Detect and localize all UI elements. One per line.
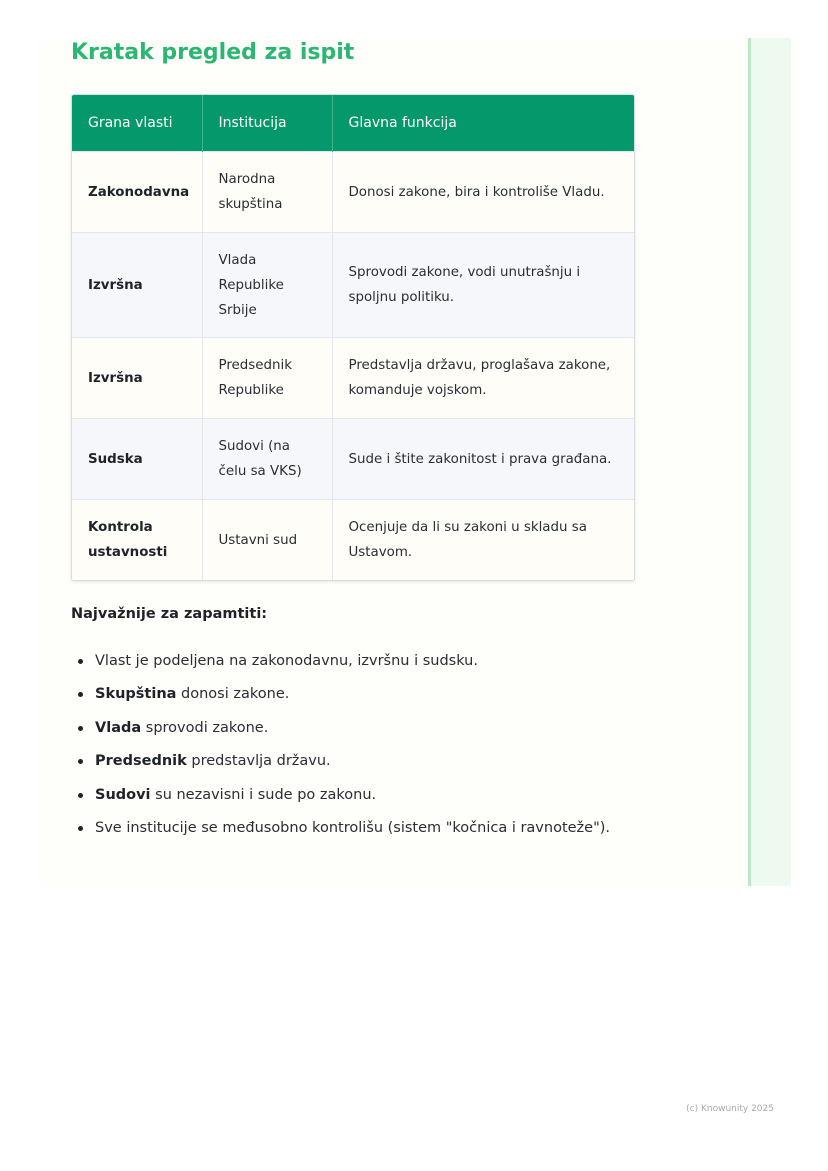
cell-branch: Sudska [72,419,202,500]
list-item [95,712,610,745]
list-item-text: su nezavisni i sude po zakonu. [150,786,377,803]
list-item-bold: Predsednik [95,753,187,770]
cell-branch: Izvršna [72,233,202,338]
header-branch: Grana vlasti [72,95,202,152]
list-item-bold: Vlada [95,719,142,736]
cell-function: Sude i štite zakonitost i prava građana. [332,419,634,500]
side-panel [748,38,791,886]
cell-function: Sprovodi zakone, vodi unutrašnju i spoljnu politiku. [332,233,634,338]
cell-branch: Kontrola ustavnosti [72,500,202,581]
cell-function: Donosi zakone, bira i kontroliše Vladu. [332,152,634,233]
cell-institution: Vlada Republike Srbije [202,233,332,338]
cell-institution: Predsednik Republike [202,338,332,419]
list-item-bold: Sudovi [95,786,151,803]
table-row [72,419,634,500]
cell-function: Predstavlja državu, proglašava zakone, komanduje vojskom. [332,338,634,419]
list-item-text: Sve institucije se međusobno kontrolišu (sistem "kočnica i ravnoteže"). [95,819,611,836]
cell-function: Ocenjuje da li su zakoni u skladu sa Ustavom. [332,500,634,581]
table-row [72,500,634,581]
list-item [95,745,610,778]
copyright-footer: (c) Knowunity 2025 [686,1104,774,1114]
summary-table [71,94,635,581]
list-item [95,779,610,812]
notes-heading: Najvažnije za zapamtiti: [71,606,268,622]
list-item-bold: Skupština [95,686,177,703]
table-row [72,152,634,233]
cell-branch: Izvršna [72,338,202,419]
cell-institution: Narodna skupština [202,152,332,233]
list-item-text: donosi zakone. [176,686,290,703]
cell-branch: Zakonodavna [72,152,202,233]
list-item-text: predstavlja državu. [186,753,331,770]
list-item [95,645,610,678]
list-item-text: Vlast je podeljena na zakonodavnu, izvršnu i sudsku. [95,653,478,669]
list-item-text: sprovodi zakone. [141,719,269,736]
list-item [95,678,610,711]
table-header-row [72,95,634,152]
table-row [72,233,634,338]
cell-institution: Ustavni sud [202,500,332,581]
list-item [95,812,610,845]
table-row [72,338,634,419]
page-title: Kratak pregled za ispit [71,40,355,65]
cell-institution: Sudovi (na čelu sa VKS) [202,419,332,500]
notes-list [71,645,610,845]
header-institution: Institucija [202,95,332,152]
header-function: Glavna funkcija [332,95,634,152]
